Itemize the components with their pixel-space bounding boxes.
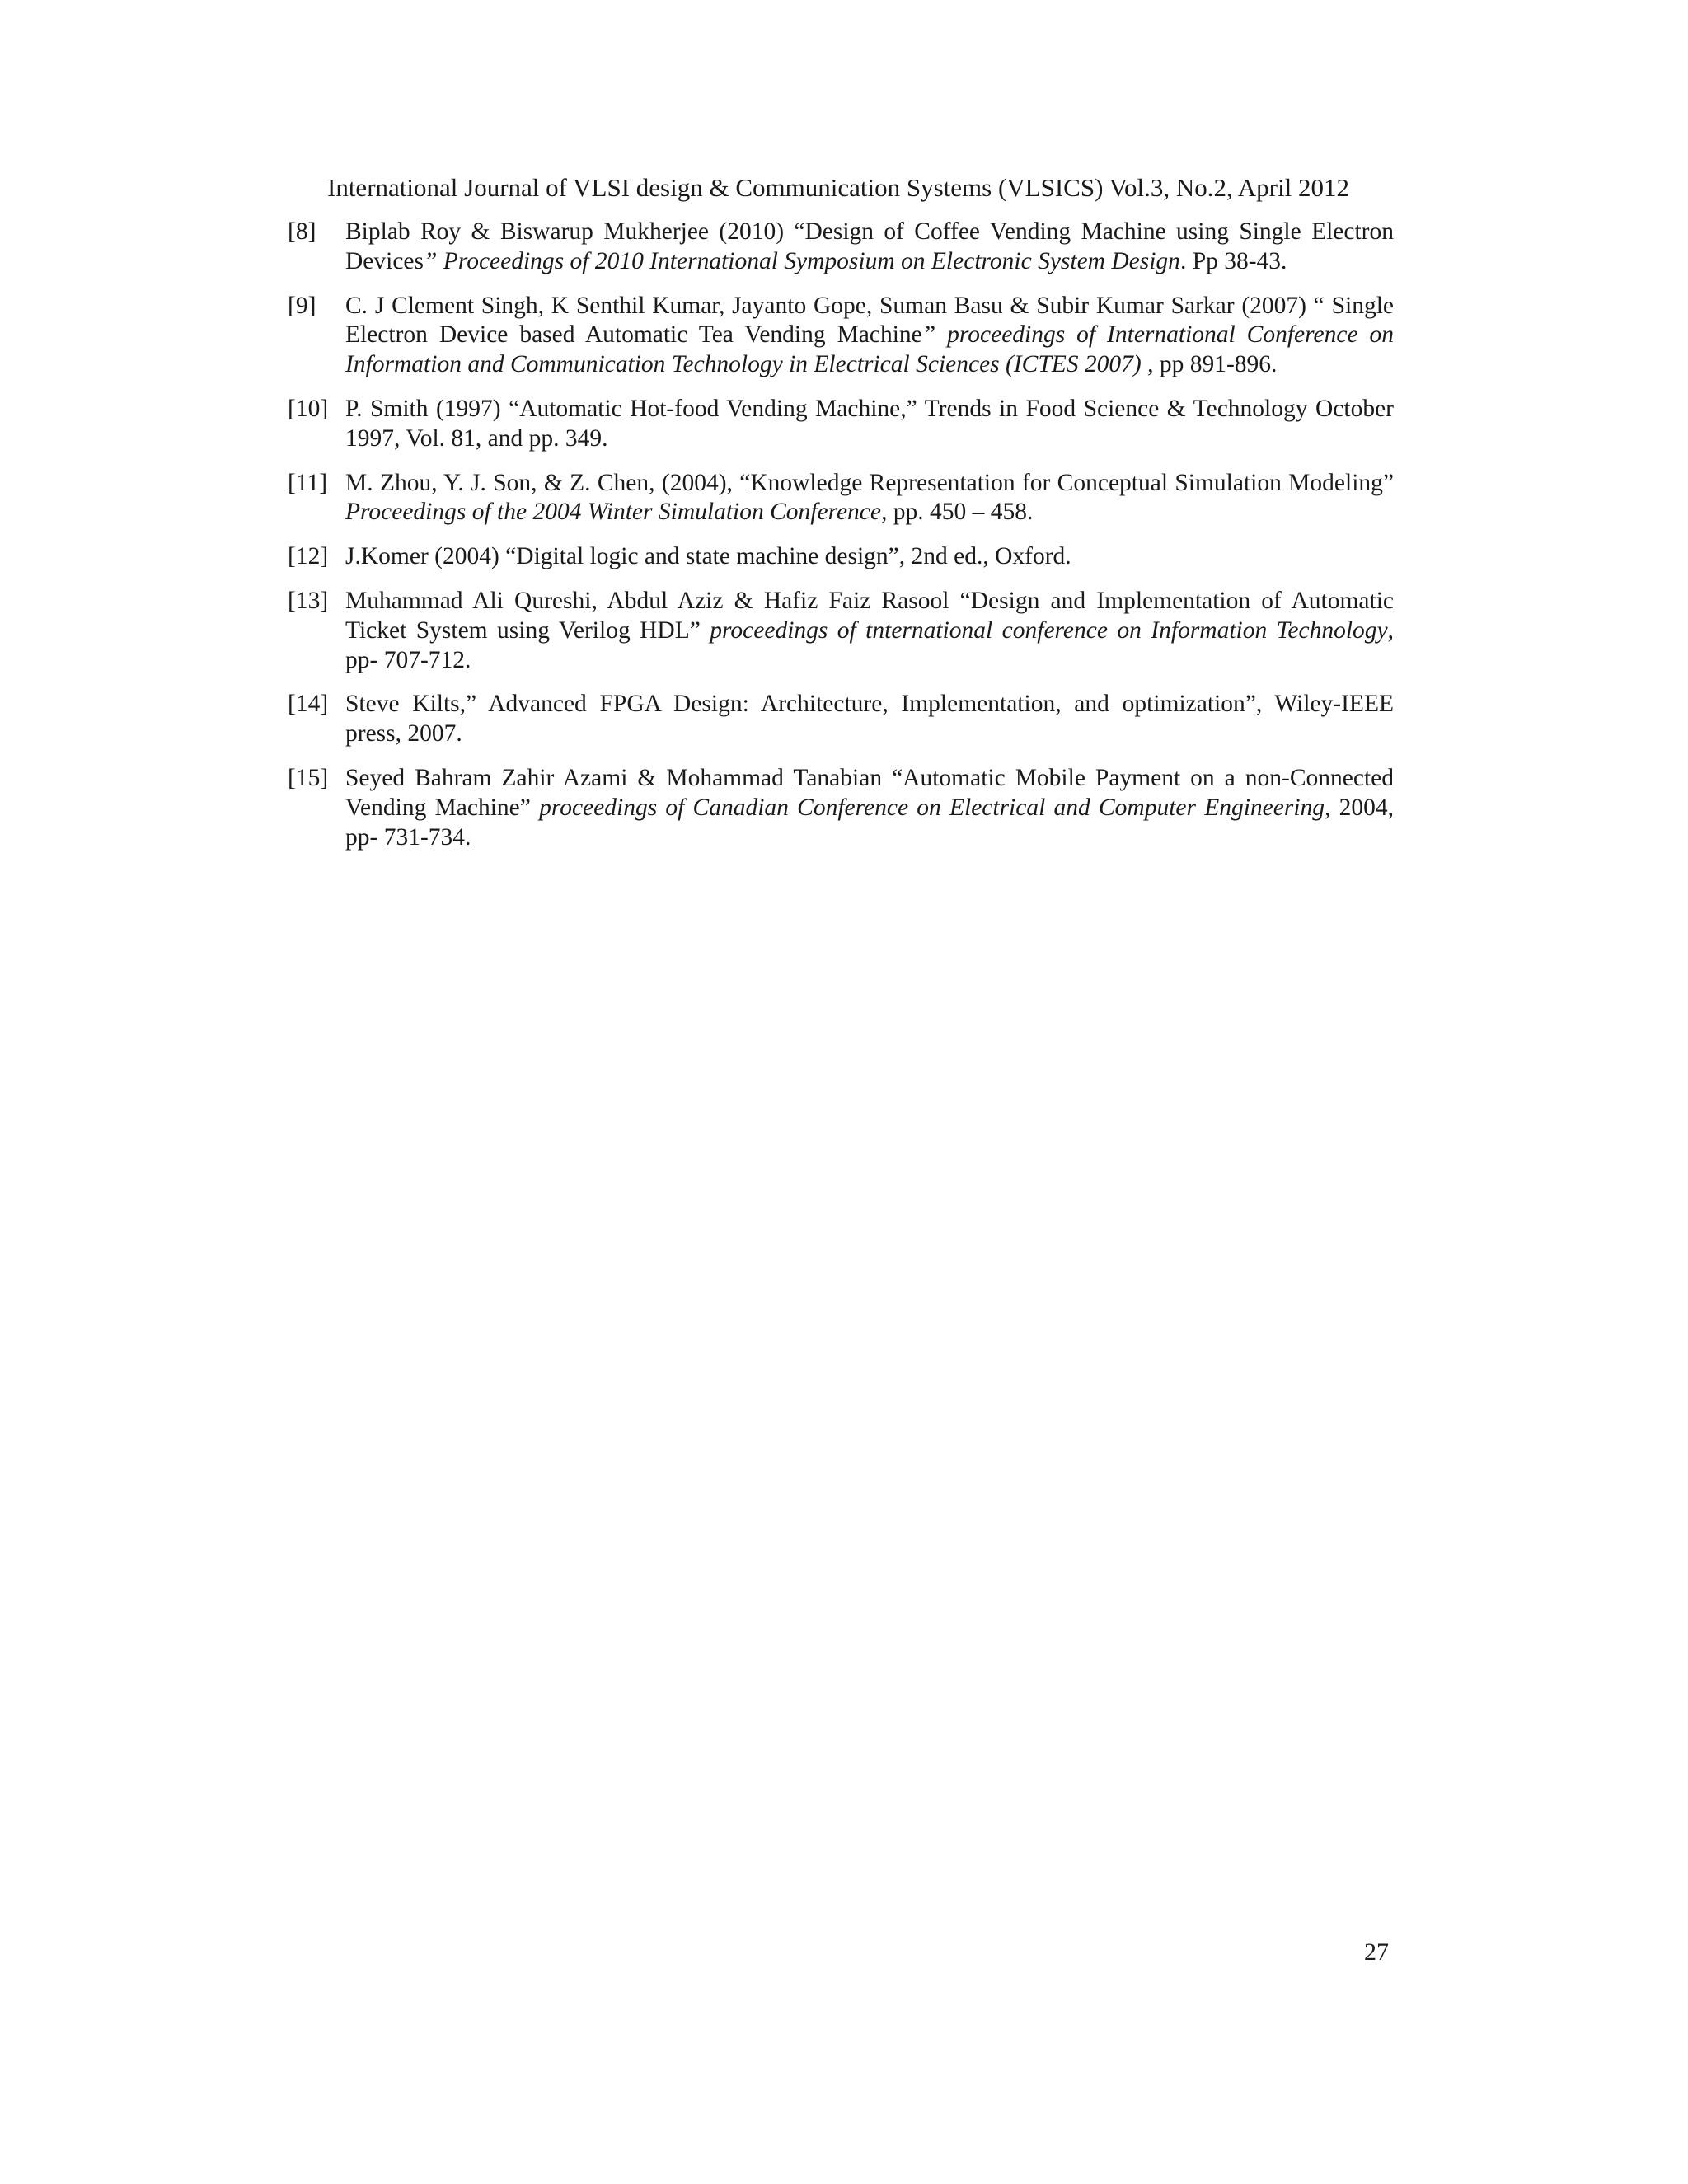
reference-item [288, 395, 1394, 454]
reference-text: Muhammad Ali Qureshi, Abdul Aziz & Hafiz Faiz Rasool “Design and Implementation of Automatic Ticket System using Verilog HDL” proceedings of tnternational conference on Information Technology, pp- 707-712. [345, 587, 1394, 673]
reference-item [288, 690, 1394, 749]
reference-number: [11] [288, 469, 328, 496]
reference-item [288, 542, 1394, 572]
reference-number: [13] [288, 587, 329, 614]
page-number: 27 [1364, 1938, 1389, 1966]
reference-item [288, 764, 1394, 852]
reference-item [288, 292, 1394, 380]
reference-item [288, 587, 1394, 675]
reference-text: Seyed Bahram Zahir Azami & Mohammad Tanabian “Automatic Mobile Payment on a non-Connected Vending Machine” proceedings of Canadian Conference on Electrical and Computer Engineering, 2004, pp- 731-734. [345, 764, 1395, 851]
reference-text: Steve Kilts,” Advanced FPGA Design: Architecture, Implementation, and optimization”, Wiley-IEEE press, 2007. [345, 691, 1394, 748]
reference-text: Biplab Roy & Biswarup Mukherjee (2010) “Design of Coffee Vending Machine using Single Electron Devices” Proceedings of 2010 International Symposium on Electronic System Design. Pp 38-43. [345, 218, 1394, 274]
reference-text: M. Zhou, Y. J. Son, & Z. Chen, (2004), “Knowledge Representation for Conceptual Simulation Modeling” Proceedings of the 2004 Winter Simulation Conference, pp. 450 – 458. [345, 469, 1394, 526]
running-header: International Journal of VLSI design & Communication Systems (VLSICS) Vol.3, No.2, April 2012 [327, 173, 1349, 202]
reference-number: [14] [288, 691, 329, 718]
reference-text: J.Komer (2004) “Digital logic and state machine design”, 2nd ed., Oxford. [345, 543, 1071, 570]
reference-number: [10] [288, 395, 329, 422]
reference-item [288, 469, 1394, 528]
reference-text: C. J Clement Singh, K Senthil Kumar, Jayanto Gope, Suman Basu & Subir Kumar Sarkar (2007) “ Single Electron Device based Automatic Tea Vending Machine” proceedings of International Conference on Information and Communication Technology in Electrical Sciences (ICTES 2007) , pp 891-896. [345, 292, 1394, 378]
reference-list [288, 218, 1394, 852]
reference-item [288, 218, 1394, 277]
reference-number: [15] [288, 764, 329, 791]
reference-number: [8] [288, 218, 316, 245]
reference-text: P. Smith (1997) “Automatic Hot-food Vending Machine,” Trends in Food Science & Technology October 1997, Vol. 81, and pp. 349. [345, 395, 1394, 452]
reference-number: [9] [288, 292, 316, 319]
reference-number: [12] [288, 543, 329, 570]
